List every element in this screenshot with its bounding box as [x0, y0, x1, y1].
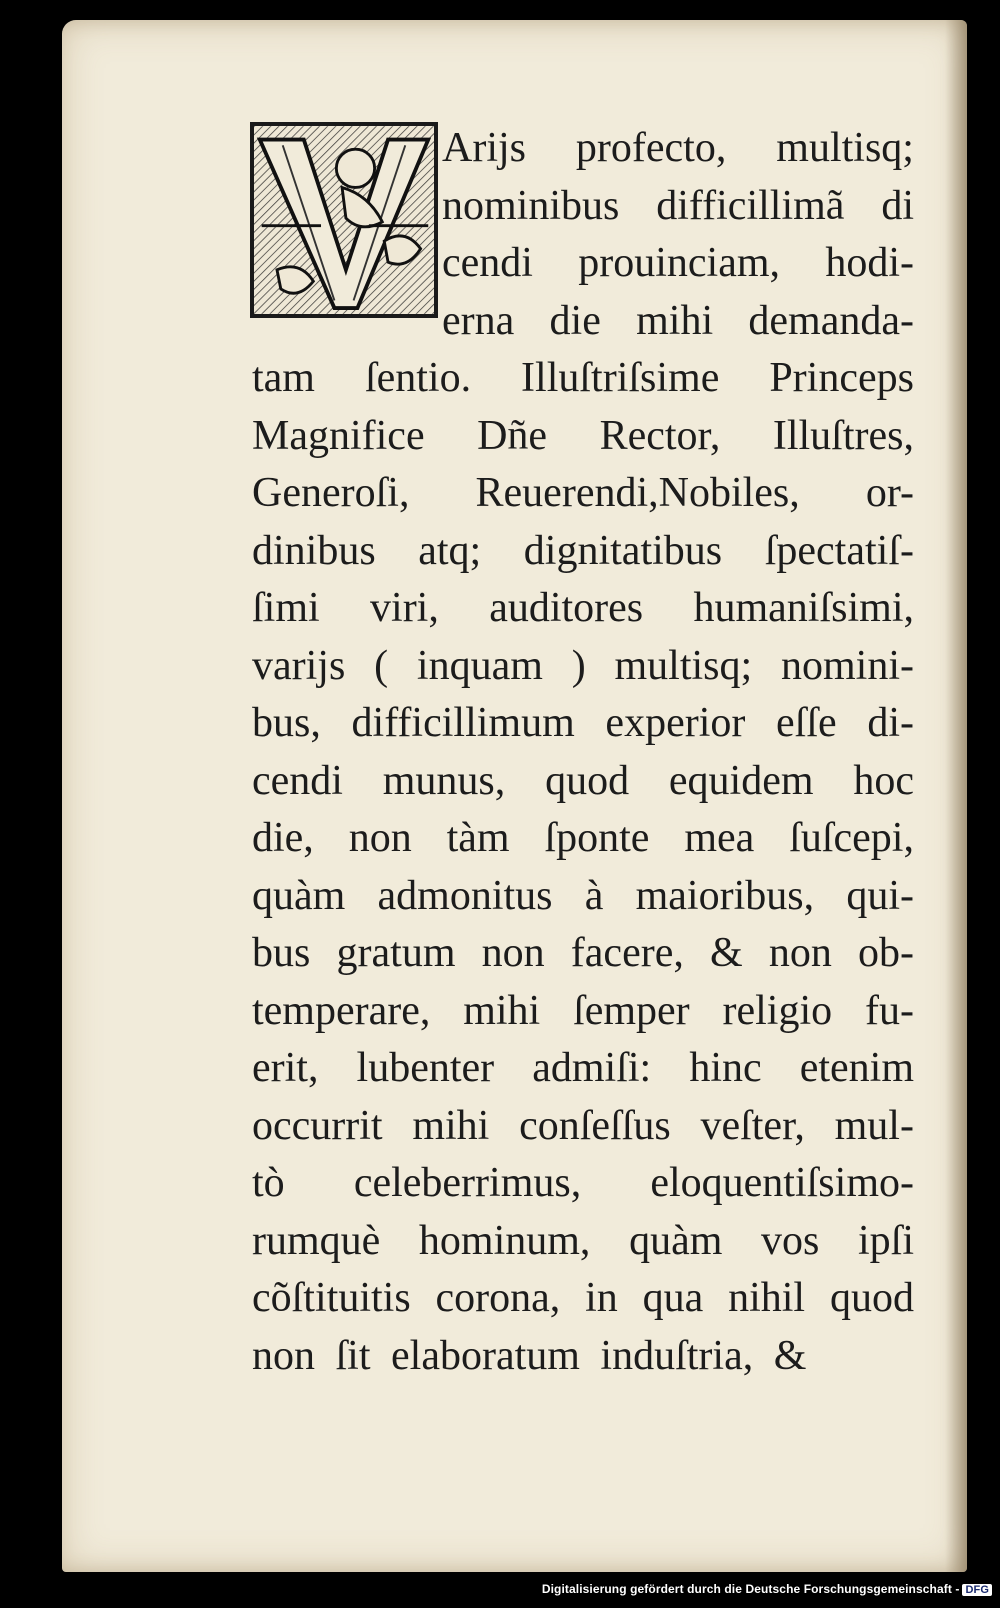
- dfg-logo-icon: DFG: [962, 1584, 992, 1596]
- text-line: varijs ( inquam ) multisq; nomini-: [252, 642, 914, 689]
- text-line: bus, difficillimum experior eſſe di-: [252, 700, 914, 746]
- text-line: Generoſi, Reuerendi,Nobiles, or-: [252, 470, 914, 516]
- text-line: erna die mihi demanda-: [442, 297, 914, 344]
- text-line: bus gratum non facere, & non ob-: [252, 930, 914, 976]
- text-line: die, non tàm ſponte mea ſuſcepi,: [252, 815, 914, 861]
- text-line: dinibus atq; dignitatibus ſpectatiſ-: [252, 527, 914, 574]
- text-line: tò celeberrimus, eloquentiſsimo-: [252, 1160, 914, 1206]
- digitization-footer: [0, 1582, 992, 1602]
- text-line: nominibus difficillimã di: [442, 182, 914, 229]
- text-line: Magnifice Dñe Rector, Illuſtres,: [252, 412, 914, 459]
- text-line: occurrit mihi conſeſſus veſter, mul-: [252, 1102, 914, 1149]
- text-line: cendi munus, quod equidem hoc: [252, 757, 914, 804]
- text-line: non ſit elaboratum induſtria, &: [252, 1332, 807, 1379]
- text-line: tam ſentio. Illuſtriſsime Princeps: [252, 355, 914, 401]
- latin-text-body: [252, 120, 914, 1385]
- text-line: cendi prouinciam, hodi-: [442, 240, 914, 286]
- text-line: Arijs profecto, multisq;: [442, 125, 914, 171]
- text-line: ſimi viri, auditores humaniſsimi,: [252, 585, 914, 631]
- text-line: quàm admonitus à maioribus, qui-: [252, 872, 914, 919]
- text-line: erit, lubenter admiſi: hinc etenim: [252, 1045, 914, 1091]
- text-line: rumquè hominum, quàm vos ipſi: [252, 1217, 914, 1264]
- text-line: cõſtituitis corona, in qua nihil quod: [252, 1275, 914, 1321]
- text-line: temperare, mihi ſemper religio fu-: [252, 987, 914, 1034]
- footer-credit: Digitalisierung gefördert durch die Deutsche Forschungsgemeinschaft -: [541, 1582, 960, 1596]
